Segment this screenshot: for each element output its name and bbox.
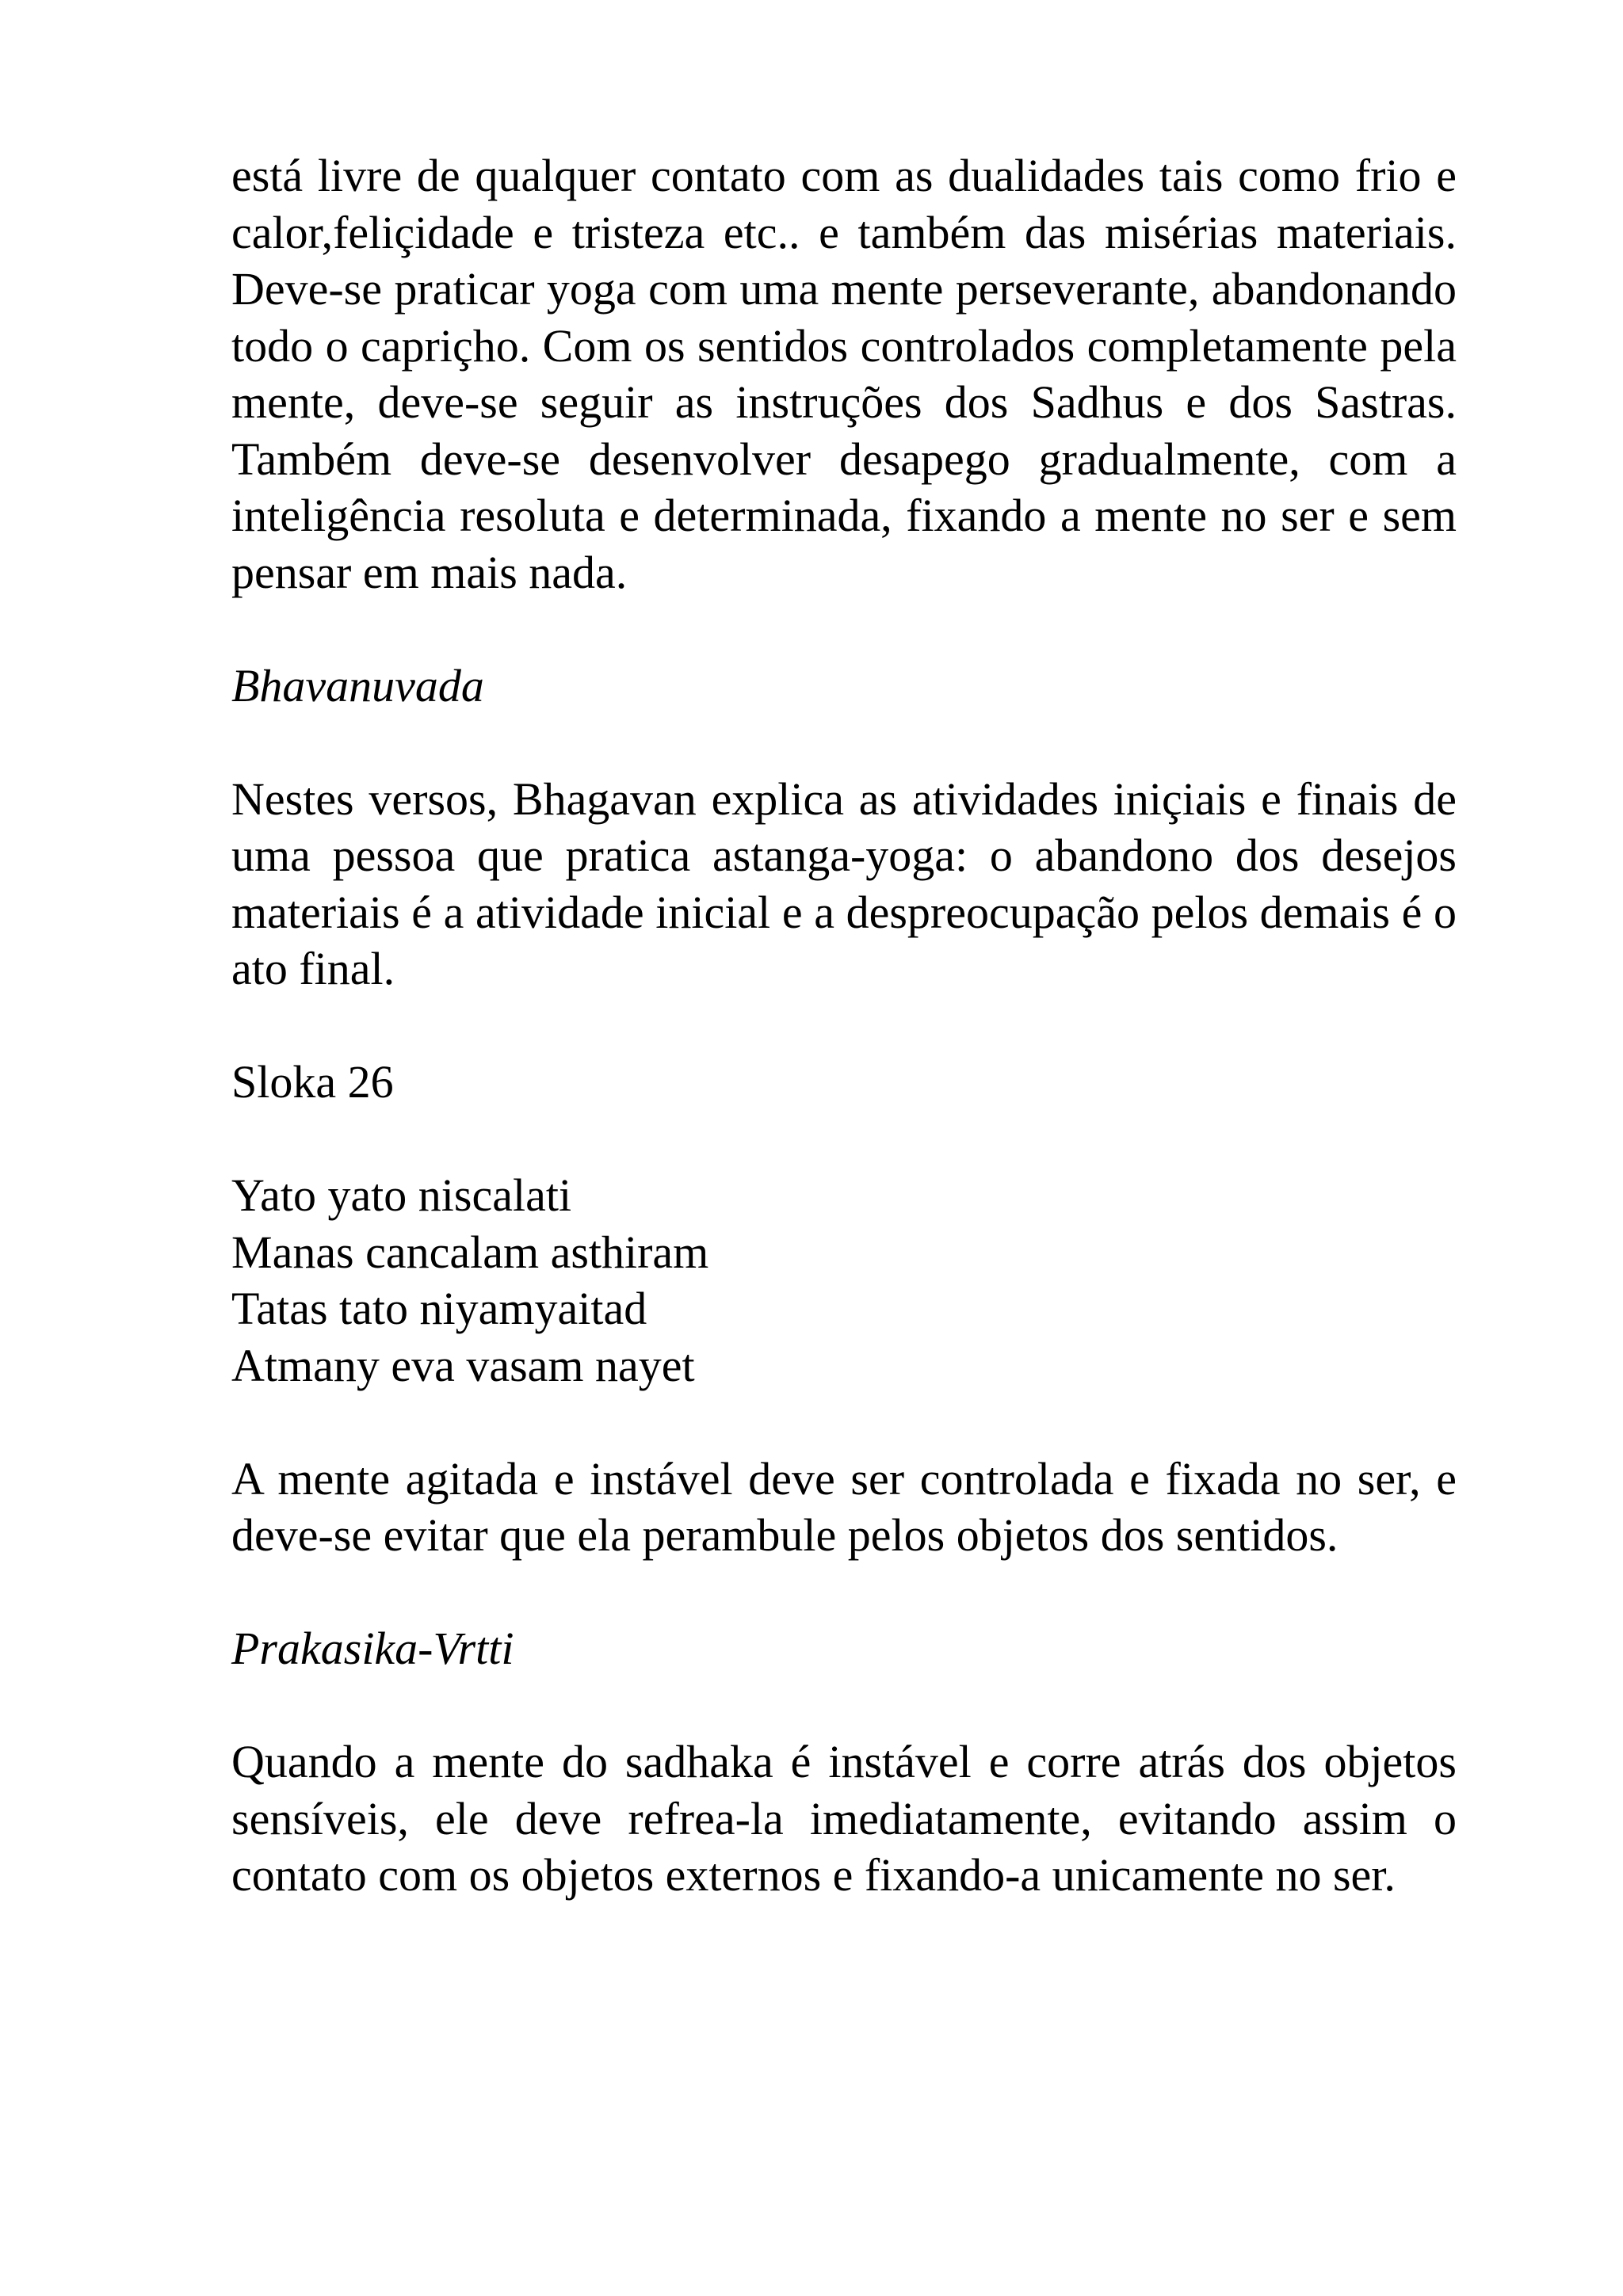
spacer (231, 601, 1457, 658)
paragraph-translation: A mente agitada e instável deve ser controlada e fixada no ser, e deve-se evitar que ela perambule pelos objetos dos sentidos. (231, 1452, 1457, 1561)
document-page (231, 147, 1457, 1904)
verse-line: Manas cancalam asthiram (231, 1226, 709, 1278)
spacer (231, 1111, 1457, 1168)
spacer (231, 1677, 1457, 1734)
sloka-verse (231, 1167, 1457, 1394)
verse-line: Atmany eva vasam nayet (231, 1339, 695, 1391)
section-heading-bhavanuvada: Bhavanuvada (231, 659, 484, 711)
spacer (231, 714, 1457, 771)
verse-line: Yato yato niscalati (231, 1169, 572, 1221)
paragraph-commentary-continued: está livre de qualquer contato com as dualidades tais como frio e calor,feliçidade e tristeza etc.. e também das misérias materiais. Deve-se praticar yoga com uma mente perseverante, abandonando todo o capriçho. Com os sentidos controlados completamente pela mente, deve-se seguir as instruções dos Sadhus e dos Sastras. Também deve-se desenvolver desapego gradualmente, com a inteligência resoluta e determinada, fixando a mente no ser e sem pensar em mais nada. (231, 150, 1457, 598)
section-heading-prakasika-vrtti: Prakasika-Vrtti (231, 1623, 514, 1674)
spacer (231, 997, 1457, 1055)
spacer (231, 1564, 1457, 1621)
spacer (231, 1394, 1457, 1451)
sloka-title: Sloka 26 (231, 1056, 394, 1108)
paragraph-bhavanuvada: Nestes versos, Bhagavan explica as atividades iniçiais e finais de uma pessoa que pratica astanga-yoga: o abandono dos desejos materiais é a atividade inicial e a despreocupação pelos demais é o ato final. (231, 772, 1457, 994)
paragraph-prakasika-vrtti: Quando a mente do sadhaka é instável e corre atrás dos objetos sensíveis, ele deve refrea-la imediatamente, evitando assim o contato com os objetos externos e fixando-a unicamente no ser. (231, 1736, 1457, 1901)
verse-line: Tatas tato niyamyaitad (231, 1283, 647, 1334)
